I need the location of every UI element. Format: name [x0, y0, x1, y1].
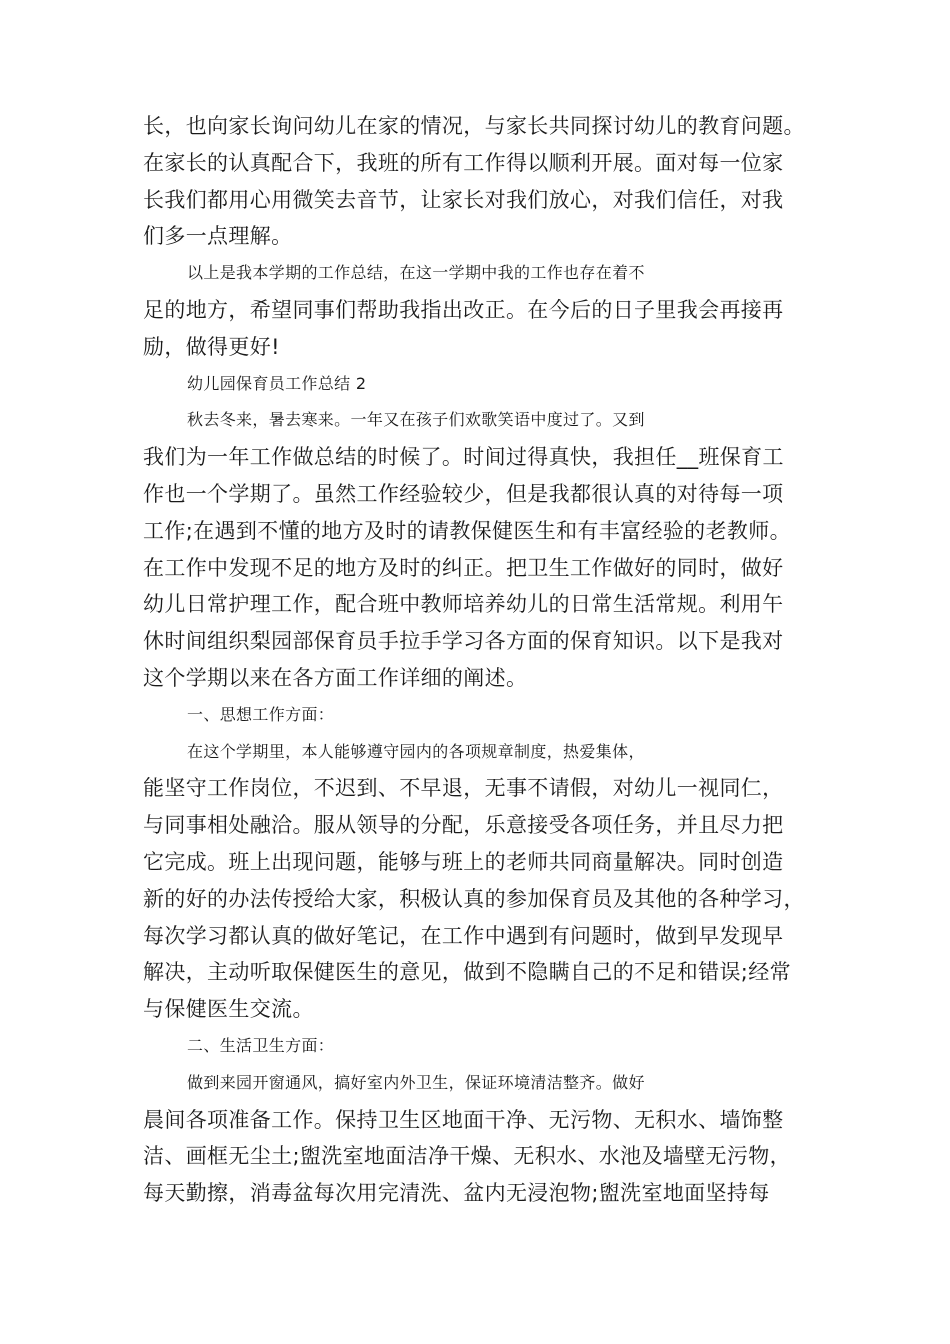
text-line: 以上是我本学期的工作总结，在这一学期中我的工作也存在着不: [187, 263, 645, 283]
text-line: 做到来园开窗通风，搞好室内外卫生，保证环境清洁整齐。做好: [187, 1072, 645, 1092]
text-line: 作也一个学期了。虽然工作经验较少，但是我都很认真的对待每一项: [143, 481, 784, 506]
text-line: 足的地方，希望同事们帮助我指出改正。在今后的日子里我会再接再: [143, 297, 784, 322]
text-line: 能坚守工作岗位，不迟到、不早退，无事不请假，对幼儿一视同仁，: [143, 776, 784, 801]
text-line: 长我们都用心用微笑去音节，让家长对我们放心，对我们信任，对我: [143, 187, 784, 212]
text-line: 励，做得更好!: [143, 334, 280, 359]
text-line: 与保健医生交流。: [143, 997, 314, 1022]
text-line: 与同事相处融洽。服从领导的分配，乐意接受各项任务，并且尽力把: [143, 813, 784, 838]
document-body: [143, 108, 833, 1212]
text-line: 一、思想工作方面：: [187, 704, 335, 724]
text-line: 们多一点理解。: [143, 224, 293, 249]
text-line: 幼儿园保育员工作总结 2: [187, 373, 367, 393]
text-line: 秋去冬来，暑去寒来。一年又在孩子们欢歌笑语中度过了。又到: [187, 410, 645, 430]
text-line: 在工作中发现不足的地方及时的纠正。把卫生工作做好的同时，做好: [143, 555, 784, 580]
text-line: 在家长的认真配合下，我班的所有工作得以顺利开展。面对每一位家: [143, 150, 784, 175]
text-line: 长，也向家长询问幼儿在家的情况，与家长共同探讨幼儿的教育问题。: [143, 114, 805, 138]
text-line: 二、生活卫生方面：: [187, 1035, 335, 1055]
text-line: 新的好的办法传授给大家，积极认真的参加保育员及其他的各种学习，: [143, 886, 805, 911]
text-line: 晨间各项准备工作。保持卫生区地面干净、无污物、无积水、墙饰整: [143, 1107, 784, 1132]
text-line: 这个学期以来在各方面工作详细的阐述。: [143, 665, 528, 690]
text-line: 在这个学期里，本人能够遵守园内的各项规章制度，热爱集体，: [187, 741, 645, 761]
text-line: 幼儿日常护理工作，配合班中教师培养幼儿的日常生活常规。利用午: [143, 592, 784, 617]
text-line: 每次学习都认真的做好笔记，在工作中遇到有问题时，做到早发现早: [143, 923, 784, 948]
text-line: 工作;在遇到不懂的地方及时的请教保健医生和有丰富经验的老教师。: [143, 518, 791, 543]
text-line: 解决，主动听取保健医生的意见，做到不隐瞒自己的不足和错误;经常: [143, 960, 791, 985]
text-line: 每天勤擦，消毒盆每次用完清洗、盆内无浸泡物;盥洗室地面坚持每: [143, 1181, 770, 1206]
text-line: 洁、画框无尘土;盥洗室地面洁净干燥、无积水、水池及墙壁无污物，: [143, 1144, 791, 1169]
text-line: 休时间组织梨园部保育员手拉手学习各方面的保育知识。以下是我对: [143, 629, 784, 654]
text-line: 它完成。班上出现问题，能够与班上的老师共同商量解决。同时创造: [143, 849, 784, 874]
text-line: 我们为一年工作做总结的时候了。时间过得真快，我担任__班保育工: [143, 445, 784, 470]
